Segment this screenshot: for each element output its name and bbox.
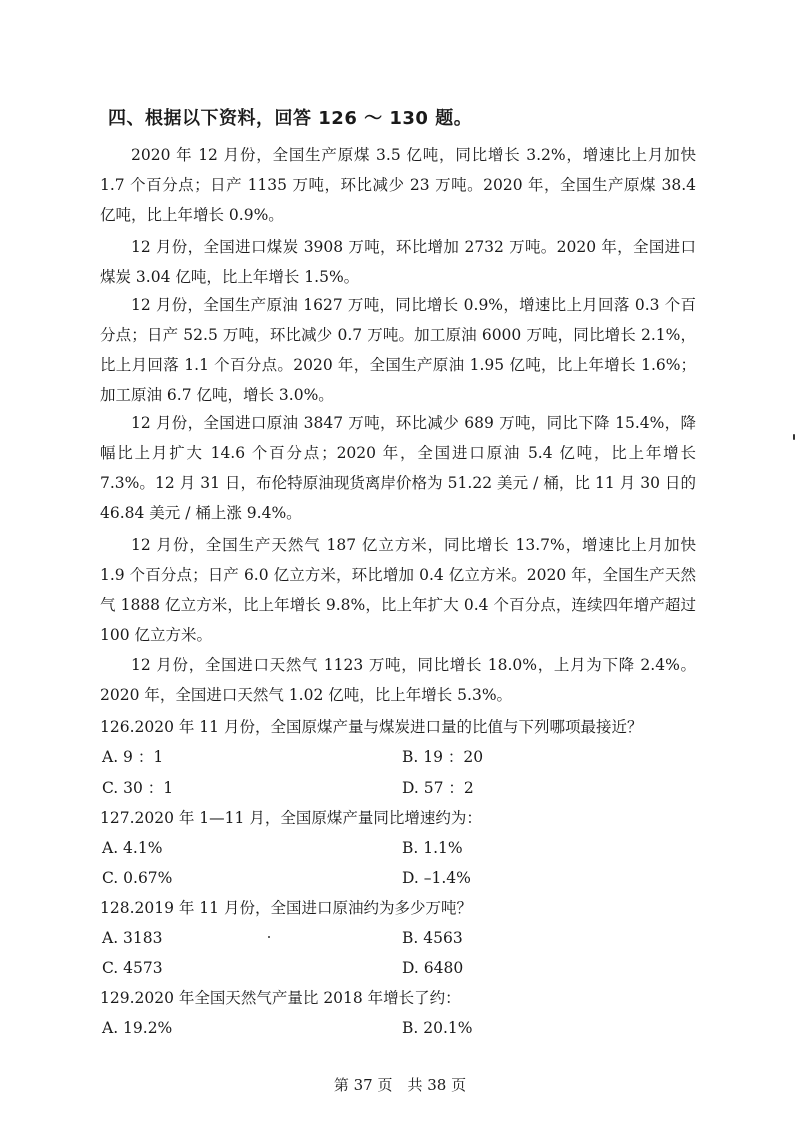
- question-126-stem: 126.2020 年 11 月份，全国原煤产量与煤炭进口量的比值与下列哪项最接近？: [100, 718, 643, 736]
- question-127-stem: 127.2020 年 1—11 月，全国原煤产量同比增速约为：: [100, 809, 482, 827]
- paragraph-crude-oil-production: 12 月份，全国生产原油 1627 万吨，同比增长 0.9%，增速比上月回落 0.3 个百分点；日产 52.5 万吨，环比减少 0.7 万吨。加工原油 6000 万吨，同比增长 2.1%，比上月回落 1.1 个百分点。2020 年，全国生产原油 1.95 亿吨，比上年增长 1.6%；加工原油 6.7 亿吨，增长 3.0%。: [100, 296, 696, 404]
- scan-speck: [793, 434, 795, 440]
- question-127-option-c: C. 0.67%: [102, 869, 173, 887]
- question-126-option-c: C. 30 ：1: [102, 779, 174, 797]
- question-129-option-a: A. 19.2%: [102, 1019, 173, 1037]
- question-128-option-c: C. 4573: [102, 959, 163, 977]
- question-128-stem: 128.2019 年 11 月份，全国进口原油约为多少万吨？: [100, 899, 472, 917]
- question-127-option-a: A. 4.1%: [102, 839, 163, 857]
- paragraph-natural-gas-import: 12 月份，全国进口天然气 1123 万吨，同比增长 18.0%，上月为下降 2.4%。2020 年，全国进口天然气 1.02 亿吨，比上年增长 5.3%。: [100, 656, 696, 704]
- question-128-option-d: D. 6480: [402, 959, 464, 977]
- section-heading: 四、根据以下资料，回答 126 ～ 130 题。: [108, 108, 473, 129]
- question-128-option-a: A. 3183: [102, 929, 163, 947]
- question-128-option-b: B. 4563: [402, 929, 463, 947]
- question-126-option-d: D. 57 ：2: [402, 779, 474, 797]
- scan-speck: [268, 936, 270, 938]
- question-126-option-a: A. 9 ：1: [102, 748, 164, 766]
- paragraph-crude-oil-import: 12 月份，全国进口原油 3847 万吨，环比减少 689 万吨，同比下降 15.4%，降幅比上月扩大 14.6 个百分点；2020 年，全国进口原油 5.4 亿吨，比上年增长 7.3%。12 月 31 日，布伦特原油现货离岸价格为 51.22 美元 / 桶，比 11 月 30 日的 46.84 美元 / 桶上涨 9.4%。: [100, 414, 696, 522]
- question-129-stem: 129.2020 年全国天然气产量比 2018 年增长了约：: [100, 989, 461, 1007]
- question-129-option-b: B. 20.1%: [402, 1019, 473, 1037]
- question-127-option-b: B. 1.1%: [402, 839, 463, 857]
- question-127-option-d: D. –1.4%: [402, 869, 471, 887]
- question-126-option-b: B. 19 ：20: [402, 748, 484, 766]
- paragraph-coal-import: 12 月份，全国进口煤炭 3908 万吨，环比增加 2732 万吨。2020 年，全国进口煤炭 3.04 亿吨，比上年增长 1.5%。: [100, 238, 696, 286]
- paragraph-natural-gas-production: 12 月份，全国生产天然气 187 亿立方米，同比增长 13.7%，增速比上月加快 1.9 个百分点；日产 6.0 亿立方米，环比增加 0.4 亿立方米。2020 年，全国生产天然气 1888 亿立方米，比上年增长 9.8%，比上年扩大 0.4 个百分点，连续四年增产超过 100 亿立方米。: [100, 536, 696, 644]
- page-footer: 第 37 页 共 38 页: [333, 1076, 467, 1094]
- paragraph-raw-coal: 2020 年 12 月份，全国生产原煤 3.5 亿吨，同比增长 3.2%，增速比上月加快 1.7 个百分点；日产 1135 万吨，环比减少 23 万吨。2020 年，全国生产原煤 38.4 亿吨，比上年增长 0.9%。: [100, 146, 696, 224]
